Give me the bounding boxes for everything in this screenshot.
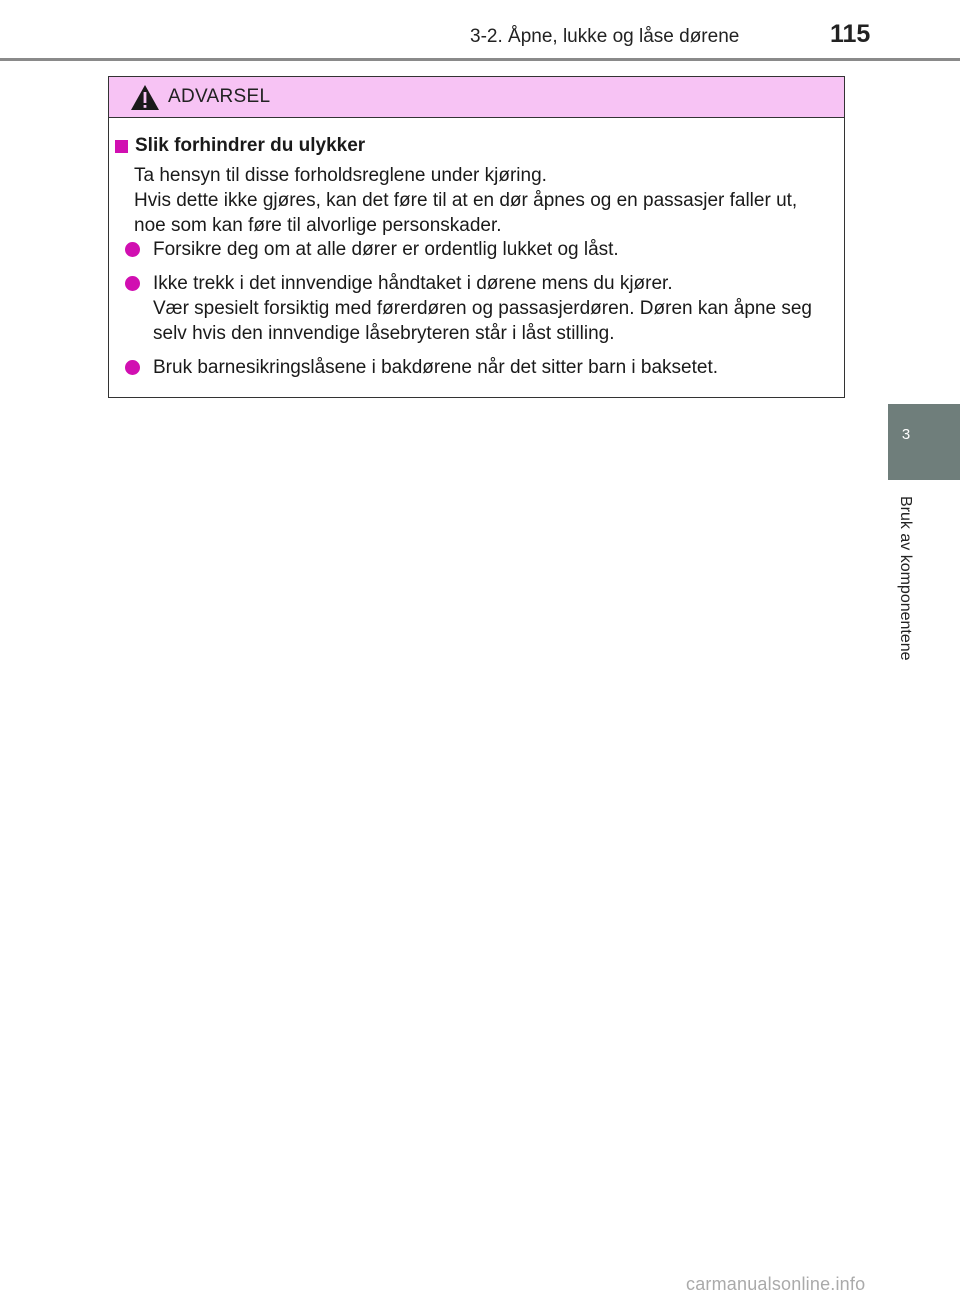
section-title: 3-2. Åpne, lukke og låse dørene (470, 26, 740, 47)
header-divider (0, 58, 960, 61)
list-item-text: Vær spesielt forsiktig med førerdøren og passasjerdøren. Døren kan åpne seg selv hvis den innvendige låsebryteren står i låst stilling. (153, 298, 812, 344)
warning-header (109, 77, 844, 118)
square-bullet-icon (115, 140, 128, 153)
section-heading (115, 135, 365, 157)
list-item (123, 355, 843, 380)
dot-bullet-icon (125, 276, 140, 291)
chapter-tab (888, 404, 960, 480)
warning-label: ADVARSEL (168, 86, 271, 107)
section-heading-text: Slik forhindrer du ulykker (135, 135, 366, 156)
precaution-list (123, 237, 843, 387)
list-item (123, 237, 843, 262)
chapter-label: Bruk av komponentene (897, 496, 914, 661)
intro-text (134, 163, 834, 238)
list-item (123, 271, 843, 346)
watermark: carmanualsonline.info (686, 1274, 866, 1294)
warning-triangle-icon (130, 84, 160, 111)
list-item-text: Forsikre deg om at alle dører er ordentlig lukket og låst. (153, 239, 619, 260)
intro-line: Ta hensyn til disse forholdsreglene under kjøring. (134, 165, 547, 186)
chapter-number: 3 (901, 426, 911, 443)
list-item-text: Ikke trekk i det innvendige håndtaket i dørene mens du kjører. (153, 273, 673, 294)
dot-bullet-icon (125, 360, 140, 375)
page-number: 115 (830, 20, 871, 48)
warning-box (108, 76, 845, 398)
intro-line: Hvis dette ikke gjøres, kan det føre til at en dør åpnes og en passasjer faller ut, noe som kan føre til alvorlige personskader. (134, 190, 798, 236)
dot-bullet-icon (125, 242, 140, 257)
list-item-text: Bruk barnesikringslåsene i bakdørene når det sitter barn i baksetet. (153, 357, 719, 378)
